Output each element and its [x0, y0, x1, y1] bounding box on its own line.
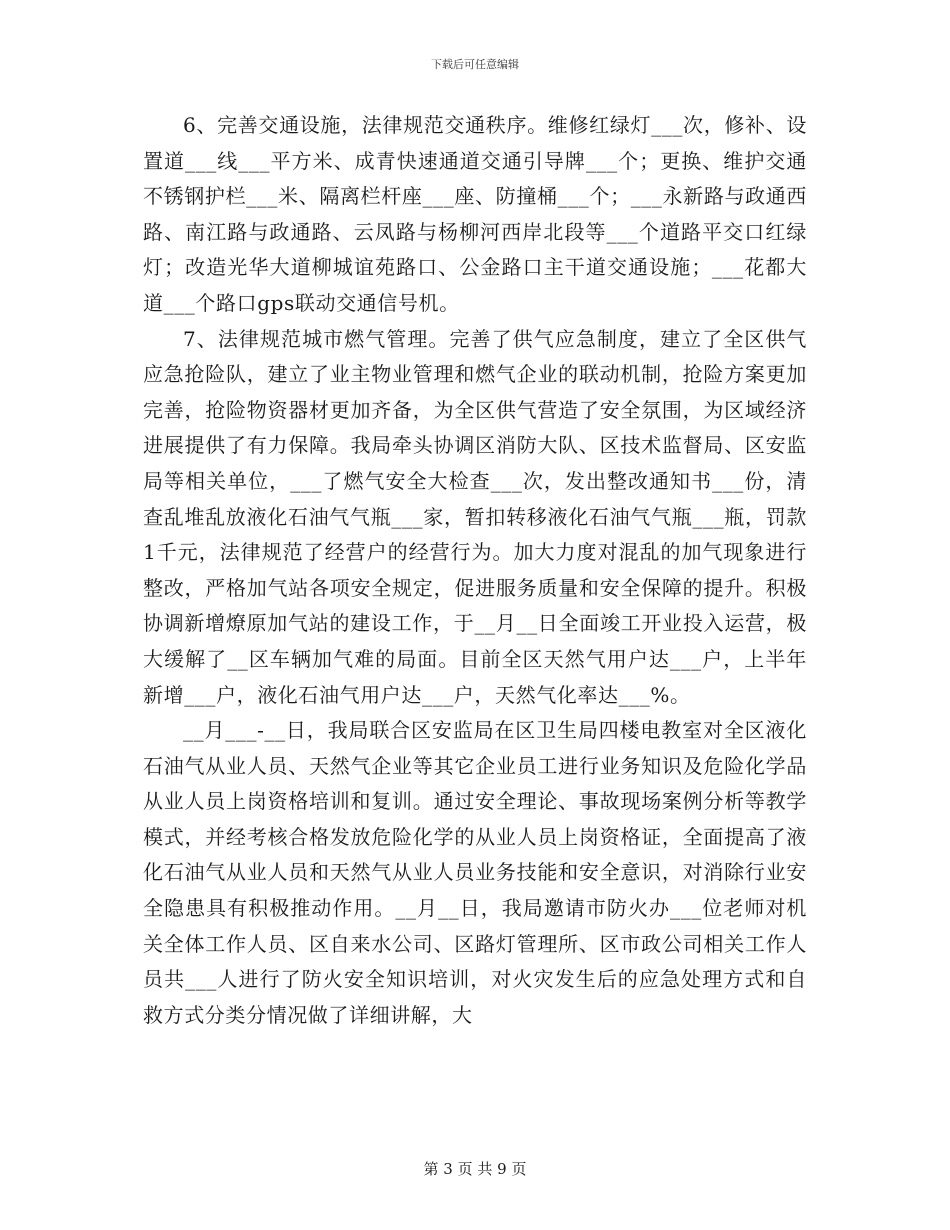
- page-header: 下载后可任意编辑: [431, 58, 519, 71]
- paragraph-traffic-facilities: 6、完善交通设施，法律规范交通秩序。维修红绿灯___次，修补、设置道___线___平方米、成青快速通道交通引导牌___个；更换、维护交通不锈钢护栏___米、隔离栏杆座___座、防撞桶___个；___永新路与政通西路、南江路与政通路、云凤路与杨柳河西岸北段等___个道路平交口红绿灯；改造光华大道柳城谊苑路口、公金路口主干道交通设施；___花都大道___个路口gps联动交通信号机。: [143, 113, 807, 315]
- paragraph-gas-management: 7、法律规范城市燃气管理。完善了供气应急制度，建立了全区供气应急抢险队，建立了业主物业管理和燃气企业的联动机制，抢险方案更加完善，抢险物资器材更加齐备，为全区供气营造了安全氛围，为区域经济进展提供了有力保障。我局牵头协调区消防大队、区技术监督局、区安监局等相关单位，___了燃气安全大检查___次，发出整改通知书___份，清查乱堆乱放液化石油气气瓶___家，暂扣转移液化石油气气瓶___瓶，罚款1千元，法律规范了经营户的经营行为。加大力度对混乱的加气现象进行整改，严格加气站各项安全规定，促进服务质量和安全保障的提升。积极协调新增燎原加气站的建设工作，于__月__日全面竣工开业投入运营，极大缓解了__区车辆加气难的局面。目前全区天然气用户达___户，上半年新增___户，液化石油气用户达___户，天然气化率达___%。: [143, 326, 807, 707]
- page-number-footer: 第 3 页 共 9 页: [423, 1160, 527, 1178]
- document-body: [143, 108, 807, 1033]
- paragraph-training: __月___-__日，我局联合区安监局在区卫生局四楼电教室对全区液化石油气从业人员、天然气企业等其它企业员工进行业务知识及危险化学品从业人员上岗资格培训和复训。通过安全理论、事故现场案例分析等教学模式，并经考核合格发放危险化学的从业人员上岗资格证，全面提高了液化石油气从业人员和天然气从业人员业务技能和安全意识，对消除行业安全隐患具有积极推动作用。__月__日，我局邀请市防火办___位老师对机关全体工作人员、区自来水公司、区路灯管理所、区市政公司相关工作人员共___人进行了防火安全知识培训，对火灾发生后的应急处理方式和自救方式分类分情况做了详细讲解，大: [143, 718, 807, 1027]
